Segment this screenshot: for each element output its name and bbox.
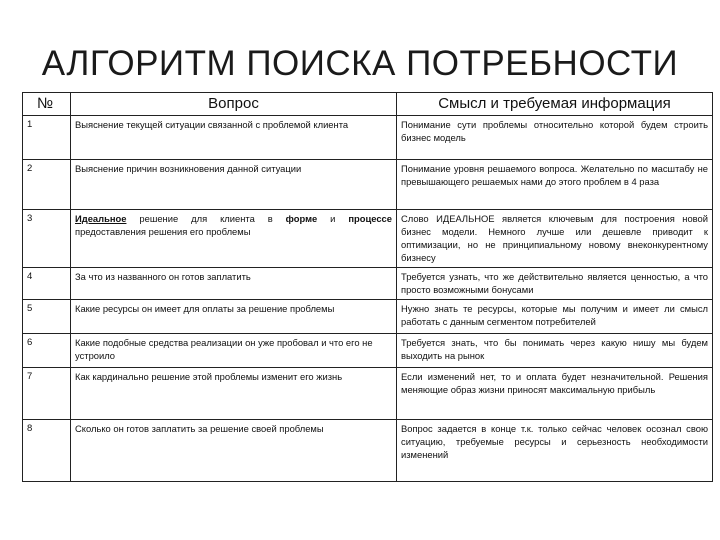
header-number: № xyxy=(23,93,71,116)
question-word-ideal: Идеальное xyxy=(75,213,127,224)
question-word-process: процессе xyxy=(348,213,392,224)
question-word-form: форме xyxy=(285,213,318,224)
question-text-part: и xyxy=(317,213,349,224)
row-question: За что из названного он готов заплатить xyxy=(71,268,397,300)
row-number: 5 xyxy=(23,300,71,334)
row-number: 2 xyxy=(23,160,71,210)
question-text-part: решение для клиента в xyxy=(126,213,286,224)
row-question: Сколько он готов заплатить за решение своей проблемы xyxy=(71,420,397,482)
row-meaning: Понимание уровня решаемого вопроса. Желательно по масштабу не превышающего решаемых нами до этого проблем в 4 раза xyxy=(397,160,713,210)
row-meaning: Нужно знать те ресурсы, которые мы получим и имеет ли смысл работать с данным сегментом потребителей xyxy=(397,300,713,334)
row-number: 4 xyxy=(23,268,71,300)
row-question: Какие ресурсы он имеет для оплаты за решение проблемы xyxy=(71,300,397,334)
row-meaning: Требуется узнать, что же действительно является ценностью, а что просто возможными бонусами xyxy=(397,268,713,300)
row-question: Какие подобные средства реализации он уже пробовал и что его не устроило xyxy=(71,334,397,368)
table-row xyxy=(23,268,713,300)
row-meaning: Вопрос задается в конце т.к. только сейчас человек осознал свою ситуацию, требуемые ресурсы и серьезность необходимости изменений xyxy=(397,420,713,482)
row-question: Выяснение причин возникновения данной ситуации xyxy=(71,160,397,210)
row-question: Выяснение текущей ситуации связанной с проблемой клиента xyxy=(71,116,397,160)
row-number: 6 xyxy=(23,334,71,368)
row-number: 7 xyxy=(23,368,71,420)
row-meaning: Требуется знать, что бы понимать через какую нишу мы будем выходить на рынок xyxy=(397,334,713,368)
question-text-part: предоставления решения его проблемы xyxy=(75,226,251,237)
header-question: Вопрос xyxy=(71,93,397,116)
row-question xyxy=(71,210,397,268)
table-row xyxy=(23,368,713,420)
needs-table xyxy=(22,92,713,482)
table-row xyxy=(23,420,713,482)
row-question: Как кардинально решение этой проблемы изменит его жизнь xyxy=(71,368,397,420)
header-meaning: Смысл и требуемая информация xyxy=(397,93,713,116)
row-number: 1 xyxy=(23,116,71,160)
page-title: АЛГОРИТМ ПОИСКА ПОТРЕБНОСТИ xyxy=(41,44,679,83)
row-number: 8 xyxy=(23,420,71,482)
table-row xyxy=(23,300,713,334)
row-number: 3 xyxy=(23,210,71,268)
table-row xyxy=(23,210,713,268)
row-meaning: Понимание сути проблемы относительно которой будем строить бизнес модель xyxy=(397,116,713,160)
row-meaning: Слово ИДЕАЛЬНОЕ является ключевым для построения новой бизнес модели. Немного лучше или дешевле приводит к оптимизации, но не принципиальному новому внеконкурентному бизнесу xyxy=(397,210,713,268)
table-row xyxy=(23,334,713,368)
table-header-row xyxy=(23,93,713,116)
row-meaning: Если изменений нет, то и оплата будет незначительной. Решения меняющие образ жизни приносят максимальную прибыль xyxy=(397,368,713,420)
table-row xyxy=(23,116,713,160)
table-row xyxy=(23,160,713,210)
